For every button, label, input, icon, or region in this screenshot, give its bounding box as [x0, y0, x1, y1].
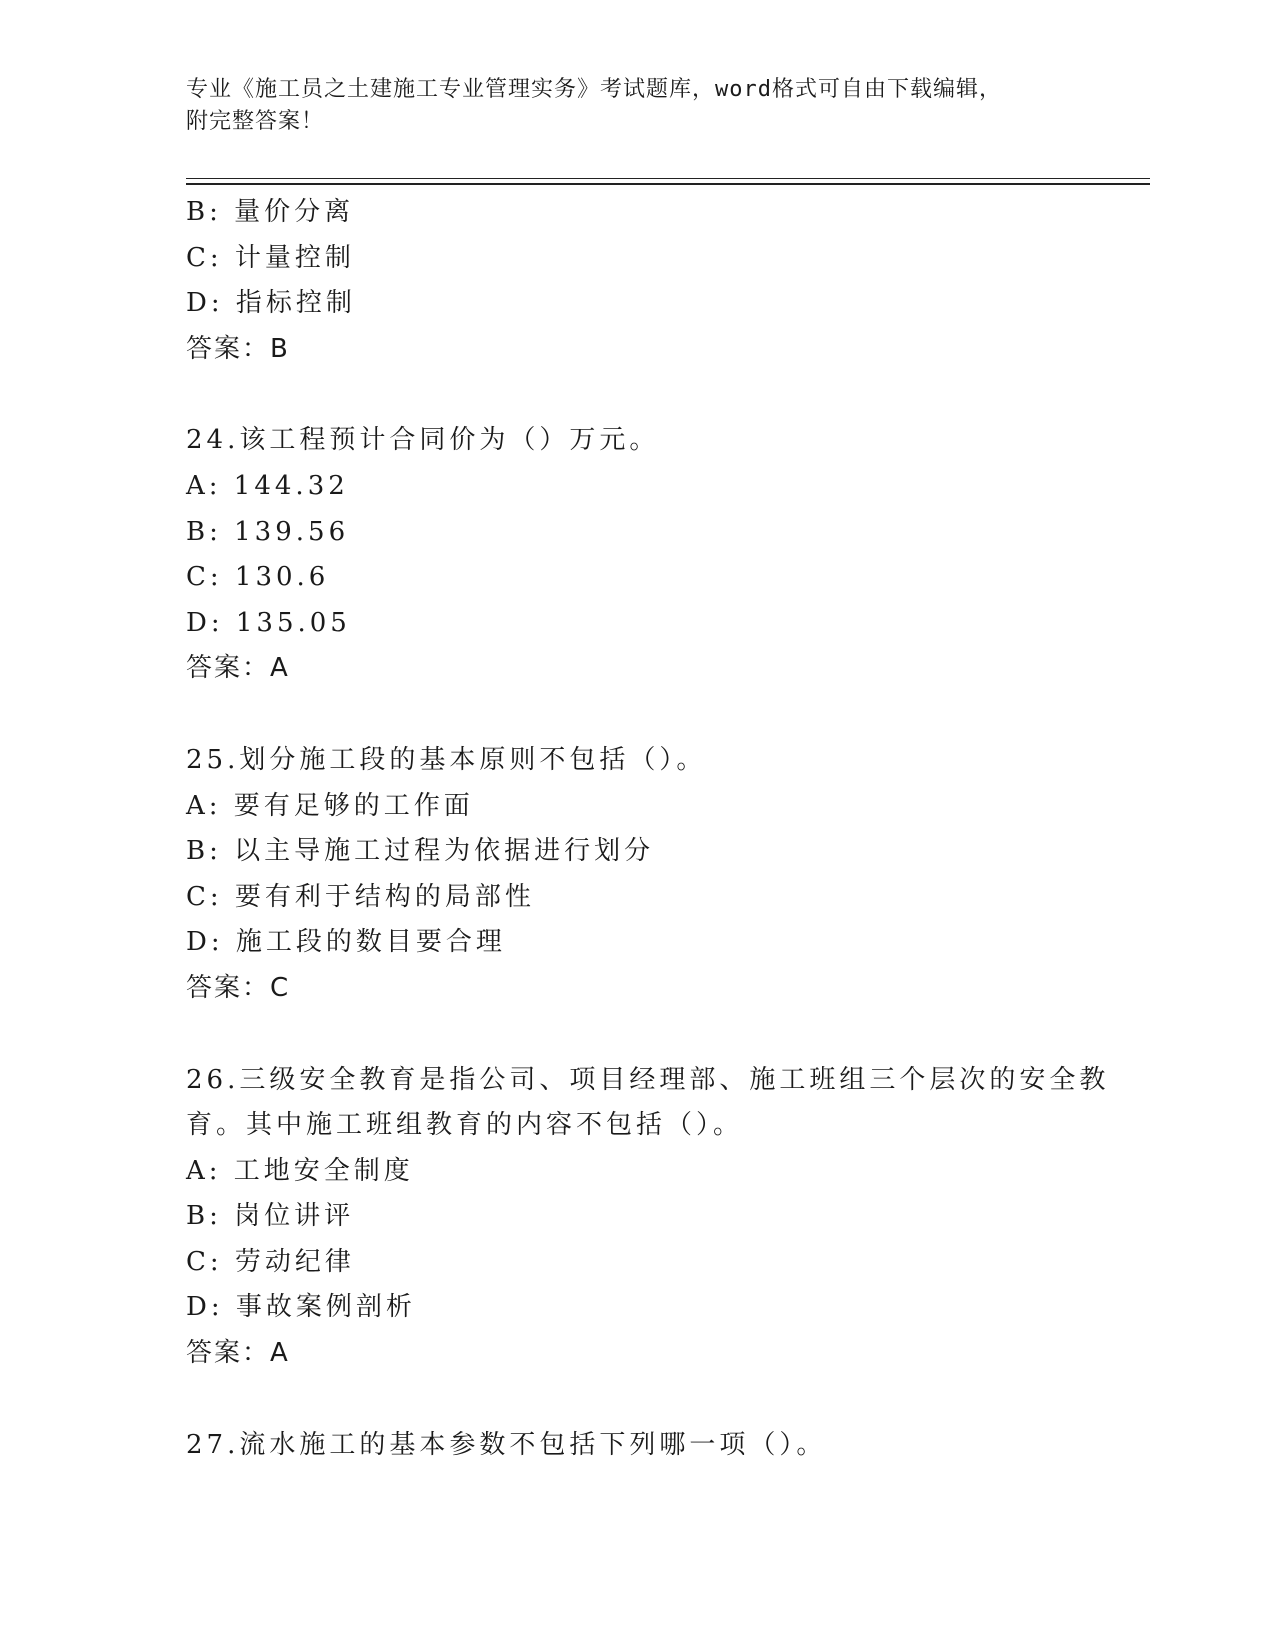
- option-b: B: 岗位讲评: [186, 1201, 355, 1232]
- header-divider-thick: [186, 183, 1150, 185]
- option-c: C: 计量控制: [186, 242, 355, 273]
- header-divider-thin: [186, 178, 1150, 179]
- option-d: D: 指标控制: [186, 288, 356, 319]
- option-b: B: 139.56: [186, 516, 350, 547]
- option-a: A: 144.32: [186, 470, 349, 501]
- answer-line: 答案：B: [186, 333, 290, 364]
- question-stem: 25.划分施工段的基本原则不包括（）。: [186, 744, 707, 775]
- option-a: A: 要有足够的工作面: [186, 790, 474, 821]
- question-block-24: [186, 418, 1150, 692]
- option-a: A: 工地安全制度: [186, 1155, 414, 1186]
- spacer: [186, 1377, 1150, 1423]
- question-block-23-continued: [186, 190, 1150, 372]
- spacer: [186, 1012, 1150, 1058]
- option-c: C: 130.6: [186, 562, 330, 593]
- question-block-27: [186, 1423, 1150, 1469]
- answer-line: 答案：A: [186, 653, 290, 684]
- question-block-26: [186, 1058, 1150, 1377]
- spacer: [186, 372, 1150, 418]
- document-header: [186, 74, 1086, 138]
- question-block-25: [186, 738, 1150, 1012]
- option-d: D: 135.05: [186, 607, 351, 638]
- option-d: D: 施工段的数目要合理: [186, 927, 506, 958]
- option-c: C: 要有利于结构的局部性: [186, 881, 535, 912]
- answer-line: 答案：A: [186, 1338, 290, 1369]
- question-stem: 24.该工程预计合同价为（）万元。: [186, 425, 660, 456]
- answer-line: 答案：C: [186, 972, 291, 1003]
- question-stem-line-1: 26.三级安全教育是指公司、项目经理部、施工班组三个层次的安全教: [186, 1064, 1110, 1095]
- option-b: B: 量价分离: [186, 197, 355, 227]
- spacer: [186, 692, 1150, 738]
- option-d: D: 事故案例剖析: [186, 1292, 416, 1323]
- question-stem-line-2: 育。其中施工班组教育的内容不包括（）。: [186, 1110, 744, 1141]
- question-list: [186, 190, 1150, 1468]
- option-c: C: 劳动纪律: [186, 1246, 355, 1277]
- header-line-2: 附完整答案！: [186, 109, 325, 134]
- option-b: B: 以主导施工过程为依据进行划分: [186, 836, 655, 867]
- question-stem: 27.流水施工的基本参数不包括下列哪一项（）。: [186, 1429, 827, 1460]
- header-line-1: 专业《施工员之土建施工专业管理实务》考试题库，word格式可自由下载编辑，: [186, 77, 1002, 102]
